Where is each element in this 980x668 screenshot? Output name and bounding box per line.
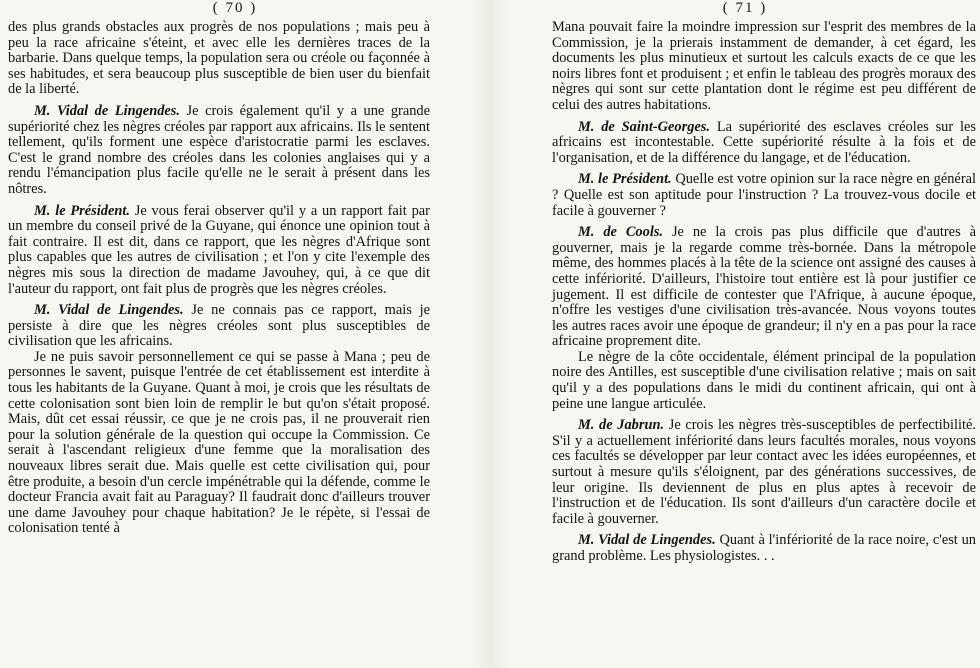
- paragraph: [8, 20, 430, 98]
- speaker-name: M. de Cools.: [578, 224, 664, 241]
- paragraph: [8, 350, 430, 537]
- page-number-right: ( 71 ): [722, 0, 768, 16]
- page-number-left: ( 70 ): [212, 0, 258, 16]
- left-page: [0, 0, 470, 668]
- paragraph-text: Je ne la crois pas plus difficile que d'autres à gouverner, mais je la regarde comme très-bornée. Dans la métropole même, des hommes placés à la tête de la science ont assigné des causes à cette infériorité. D'ailleurs, l'histoire tout entière est là pour justifier ce jugement. Il est difficile de contester que l'Afrique, à aucune époque, n'offre les vestiges d'une civilisation très-avancée. Nous voyons toutes les autres races avoir une époque de grandeur; il n'y en a pas pour la race africaine proprement dite.: [552, 224, 976, 350]
- paragraph-text: Je crois les nègres très-susceptibles de perfectibilité. S'il y a actuellement infériorité dans leurs facultés morales, nous voyons ces facultés se développer par leur contact avec les idées européennes, et surtout à mesure qu'ils s'éloignent, par des générations successives, de leur origine. Ils deviennent de plus en plus aptes à recevoir de l'instruction et de l'éducation. Ils sont d'ailleurs d'un caractère docile et facile à gouverner.: [552, 417, 976, 527]
- paragraph: [8, 204, 430, 298]
- paragraph-text: Je ne connais pas ce rapport, mais je persiste à dire que les nègres créoles sont plus susceptibles de civilisation que les africains.: [8, 302, 431, 350]
- paragraph-text: La supériorité des esclaves créoles sur les africains est incontestable. Cette supériorité résulte à la fois et de l'organisation, et de la différence du langage, et de l'éducation.: [552, 118, 976, 166]
- speaker-name: M. de Saint-Georges.: [578, 118, 710, 135]
- right-page: [510, 0, 980, 668]
- left-page-text: [8, 20, 430, 543]
- speaker-name: M. de Jabrun.: [578, 417, 665, 434]
- speaker-name: M. Vidal de Lingendes.: [34, 102, 180, 119]
- paragraph-text: Mana pouvait faire la moindre impression sur l'esprit des membres de la Commission, je la prierais instamment de demander, à cet égard, les documents les plus minutieux et surtout les calculs exacts de ce que les noirs libres font et produisent ; et enfin le tableau des progrès moraux des nègres qui sont sur cette plantation dont le régime est peu différent de celui des autres habitations.: [552, 19, 976, 113]
- paragraph-text: Je vous ferai observer qu'il y a un rapport fait par un membre du conseil privé de la Guyane, qui énonce une opinion tout à fait contraire. Il est dit, dans ce rapport, que les nègres d'Afrique sont plus capables que les autres de civilisation ; et l'on y cite l'exemple des nègres mis sous la direction de madame Javouhey, qui, à ce que dit l'auteur du rapport, ont fait plus de progrès que les nègres créoles.: [8, 202, 430, 297]
- paragraph-text: Le nègre de la côte occidentale, élément principal de la population noire des Antilles, est susceptible d'une civilisation relative ; mais on sait qu'il y a des populations dans le midi du continent africain, qui ont à peine une langue articulée.: [552, 348, 976, 412]
- paragraph: [552, 120, 976, 167]
- paragraph-text: Je crois également qu'il y a une grande supériorité chez les nègres créoles par rapport aux africains. Ils le sentent tellement, qu'ils forment une espèce d'aristocratie parmi les esclaves. C'est le grand nombre des créoles dans les colonies anglaises qui y a rendu l'émancipation plus facile qu'elle ne le serait à présent dans les nôtres.: [8, 102, 430, 197]
- speaker-name: M. Vidal de Lingendes.: [578, 532, 716, 549]
- paragraph-text: Quant à l'infériorité de la race noire, c'est un grand problème. Les physiologistes. . .: [552, 532, 976, 564]
- paragraph: [552, 533, 976, 564]
- paragraph: [552, 418, 976, 527]
- paragraph: [8, 303, 430, 350]
- book-gutter: [470, 0, 510, 668]
- speaker-name: M. le Président.: [34, 202, 130, 219]
- paragraph-text: Je ne puis savoir personnellement ce qui se passe à Mana ; peu de personnes le savent, puisque l'entrée de cet établissement est interdite à tous les habitants de la Guyane. Quant à moi, je crois que les résultats de cette colonisation sont bien loin de remplir le but qu'on s'était proposé. Mais, dût cet essai réussir, ce que je ne crois pas, il ne prouverait rien pour la solution générale de la question qui occupe la Commission. Ce serait à l'ascendant religieux d'une femme que la moralisation des nouveaux libres serait due. Mais quelle est cette civilisation qui, pour être produite, a besoin d'un cercle impénétrable qui la défende, comme le docteur Francia avait fait au Paraguay? Il faudrait donc d'ailleurs trouver une dame Javouhey pour chaque habitation? Je le répète, si l'essai de colonisation tenté à: [8, 348, 430, 537]
- paragraph-text: des plus grands obstacles aux progrès de nos populations ; mais peu à peu la race africaine s'éteint, et avec elle les dernières traces de la barbarie. Dans quelque temps, la population sera ou créole ou façonnée à ses habitudes, et sera beaucoup plus susceptible de bien user du bienfait de la liberté.: [8, 19, 430, 98]
- paragraph-text: Quelle est votre opinion sur la race nègre en général ? Quelle est son aptitude pour l'instruction ? La trouvez-vous docile et facile à gouverner ?: [552, 171, 976, 219]
- speaker-name: M. le Président.: [578, 171, 672, 188]
- paragraph: [552, 20, 976, 114]
- paragraph: [8, 104, 430, 198]
- paragraph: [552, 172, 976, 219]
- right-page-text: [552, 20, 976, 571]
- speaker-name: M. Vidal de Lingendes.: [34, 302, 184, 319]
- paragraph: [552, 350, 976, 412]
- paragraph: [552, 225, 976, 350]
